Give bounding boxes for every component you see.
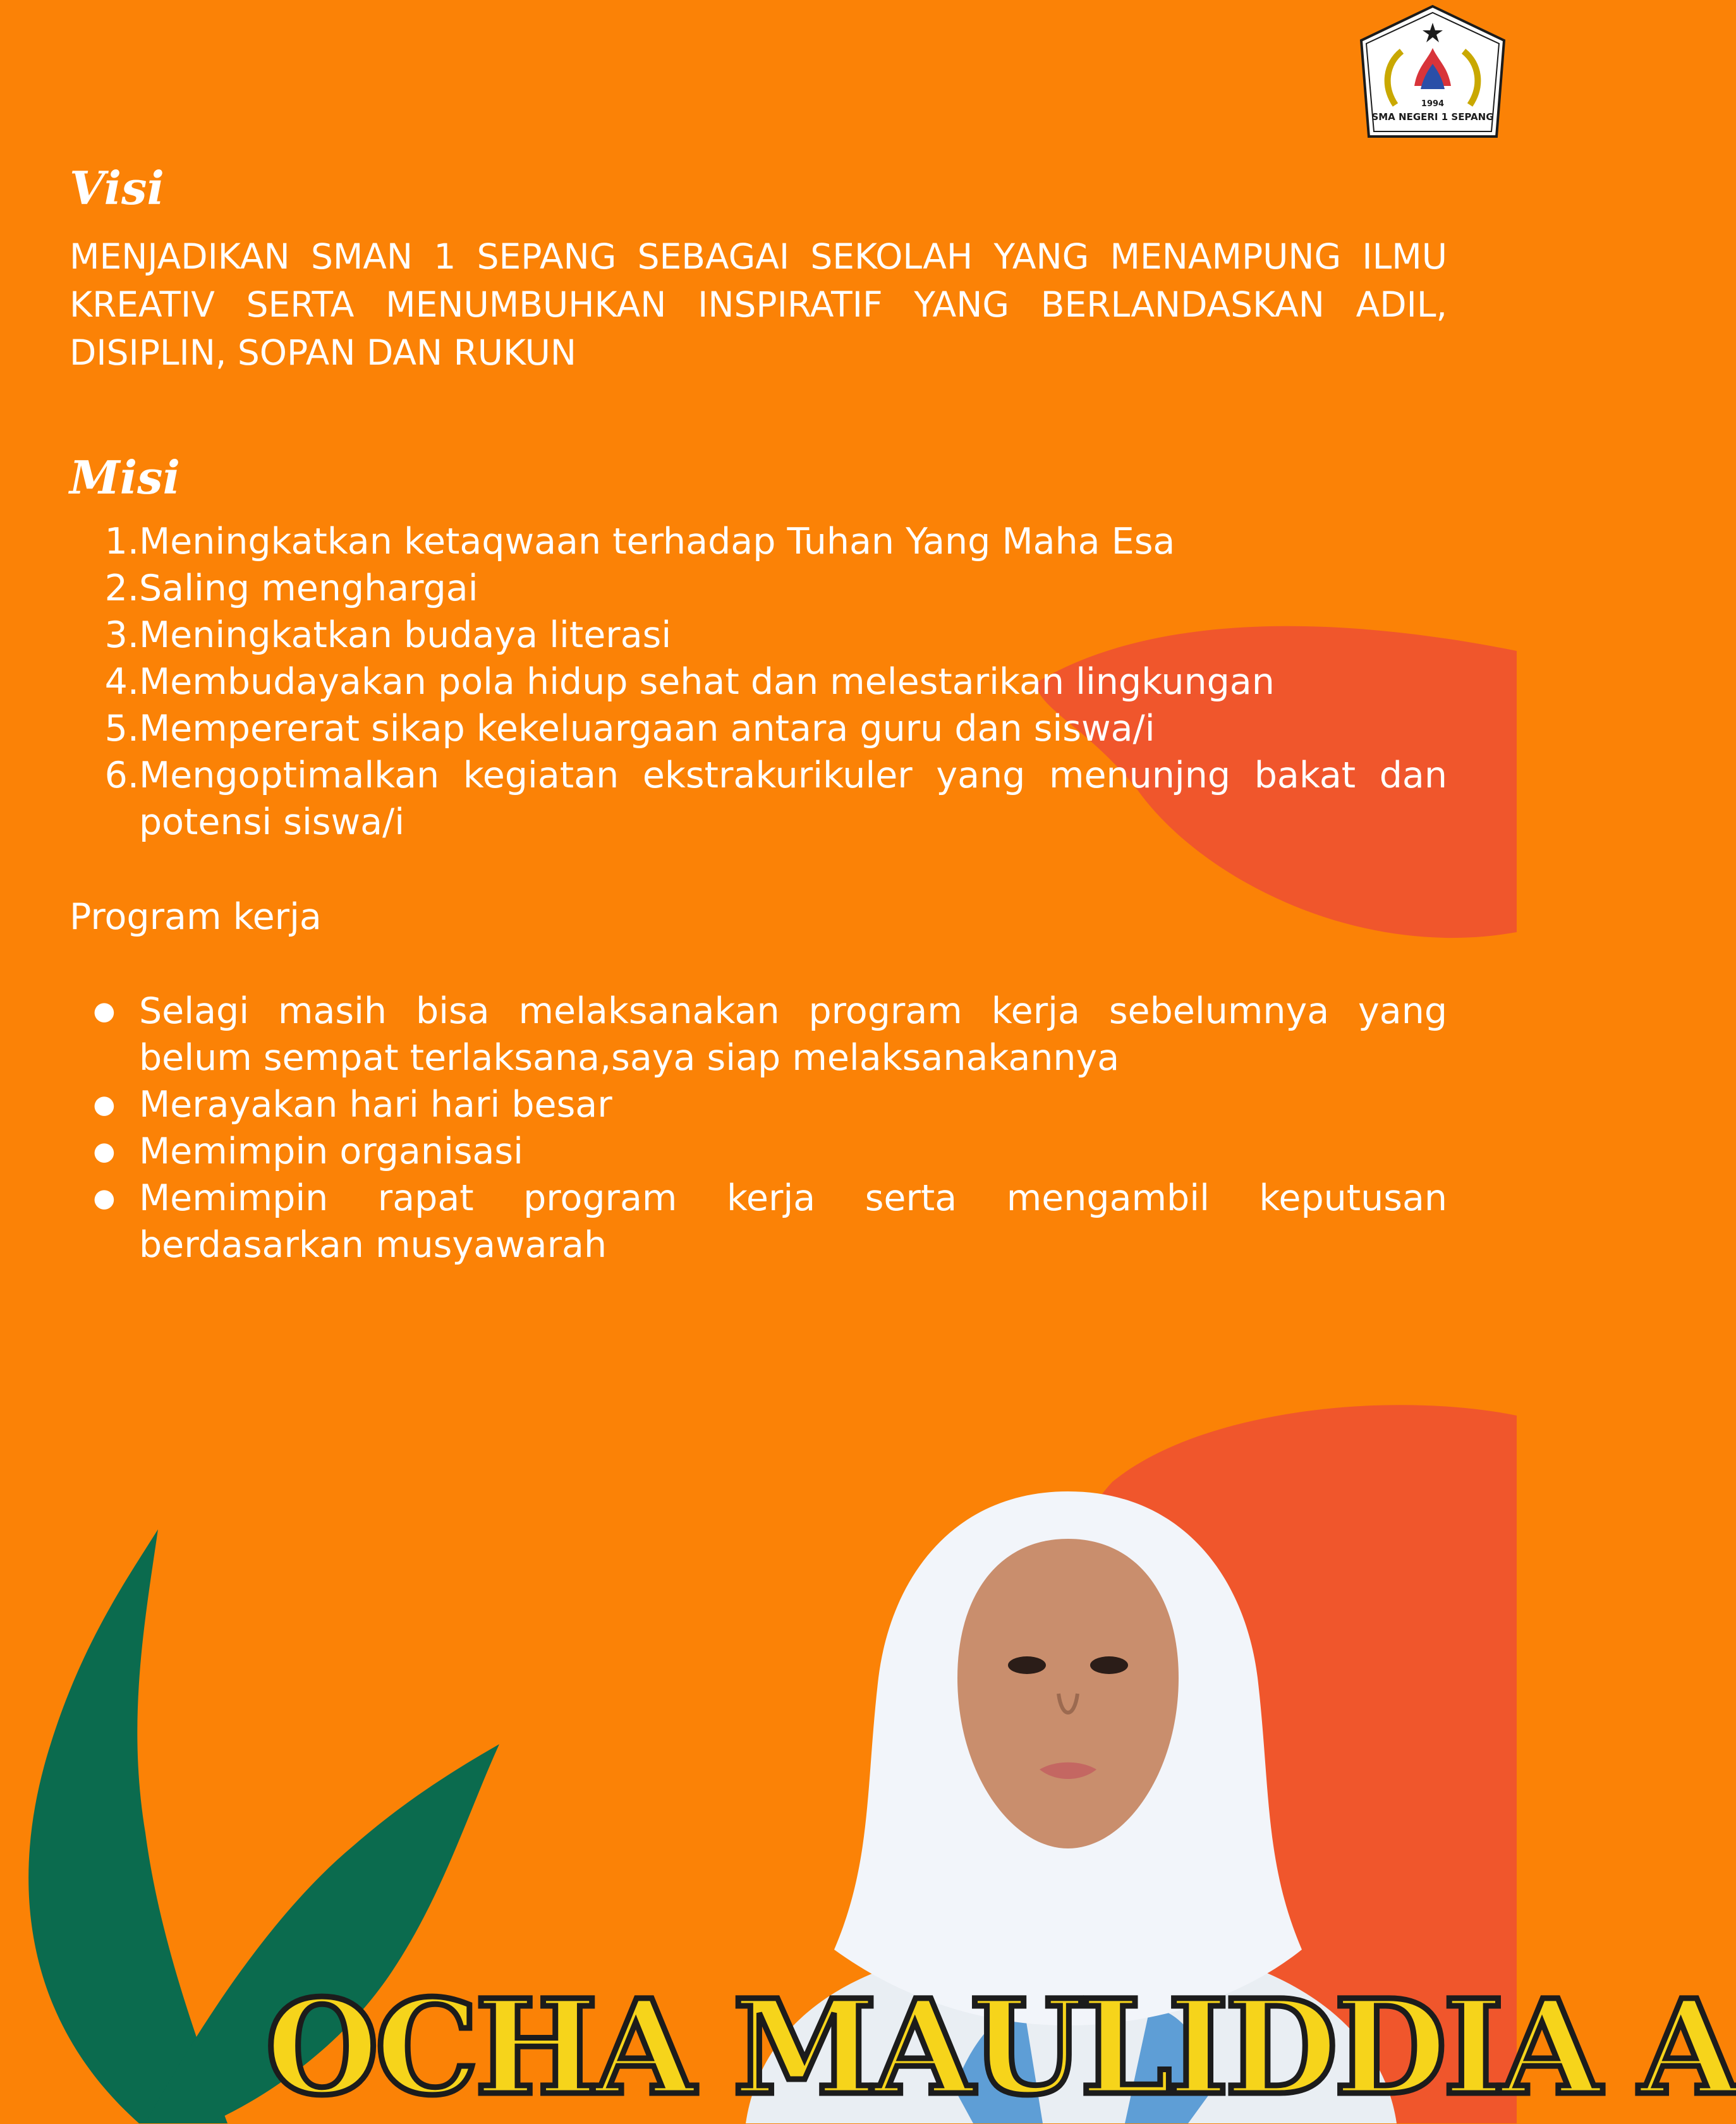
misi-item [70,565,1447,612]
program-item-text: Memimpin organisasi [139,1131,523,1172]
program-item-text: Selagi masih bisa melaksanakan program kerja sebelumnya yang belum sempat terlaksana,saya siap melaksanakannya [139,990,1447,1079]
bullet-icon: ● [93,1137,116,1166]
program-item [70,988,1447,1081]
program-item [70,1175,1447,1268]
misi-item-text: Meningkatkan ketaqwaan terhadap Tuhan Yang Maha Esa [139,521,1175,562]
program-item [70,1128,1447,1175]
school-logo [1357,4,1508,143]
misi-item-text: Membudayakan pola hidup sehat dan melestarikan lingkungan [139,661,1275,703]
misi-heading: Misi [70,451,180,504]
misi-item [70,752,1447,846]
logo-year: 1994 [1421,99,1445,109]
bullet-icon: ● [93,1184,116,1213]
misi-item-number: 6. [104,755,139,796]
misi-item-text: Meningkatkan budaya literasi [139,614,672,656]
misi-item [70,612,1447,658]
candidate-name: OCHA MAULIDDIA A [265,1971,1736,2124]
green-leaf-stem [28,1529,228,2123]
program-heading: Program kerja [70,896,322,938]
logo-school-name: SMA NEGERI 1 SEPANG [1371,111,1494,123]
misi-item-number: 3. [104,614,139,656]
misi-item-number: 1. [104,521,139,562]
misi-item-number: 5. [104,708,139,749]
program-list [70,988,1447,1268]
misi-item-text: Mengoptimalkan kegiatan ekstrakurikuler yang menunjng bakat dan potensi siswa/i [139,755,1447,843]
misi-item [70,518,1447,565]
misi-item-number: 2. [104,567,139,609]
misi-item [70,705,1447,752]
program-item-text: Memimpin rapat program kerja serta mengambil keputusan berdasarkan musyawarah [139,1177,1447,1266]
visi-text: MENJADIKAN SMAN 1 SEPANG SEBAGAI SEKOLAH YANG MENAMPUNG ILMU KREATIV SERTA MENUMBUHKAN INSPIRATIF YANG BERLANDASKAN ADIL, DISIPLIN, SOPAN DAN RUKUN [70,236,1447,373]
bullet-icon: ● [93,997,116,1026]
misi-item-text: Saling menghargai [139,567,478,609]
bullet-icon: ● [93,1090,116,1119]
misi-list [70,518,1447,846]
visi-heading: Visi [70,161,164,215]
program-item [70,1081,1447,1128]
misi-item-text: Mempererat sikap kekeluargaan antara guru dan siswa/i [139,708,1155,749]
program-item-text: Merayakan hari hari besar [139,1084,612,1126]
misi-item-number: 4. [104,661,139,703]
misi-item [70,658,1447,705]
